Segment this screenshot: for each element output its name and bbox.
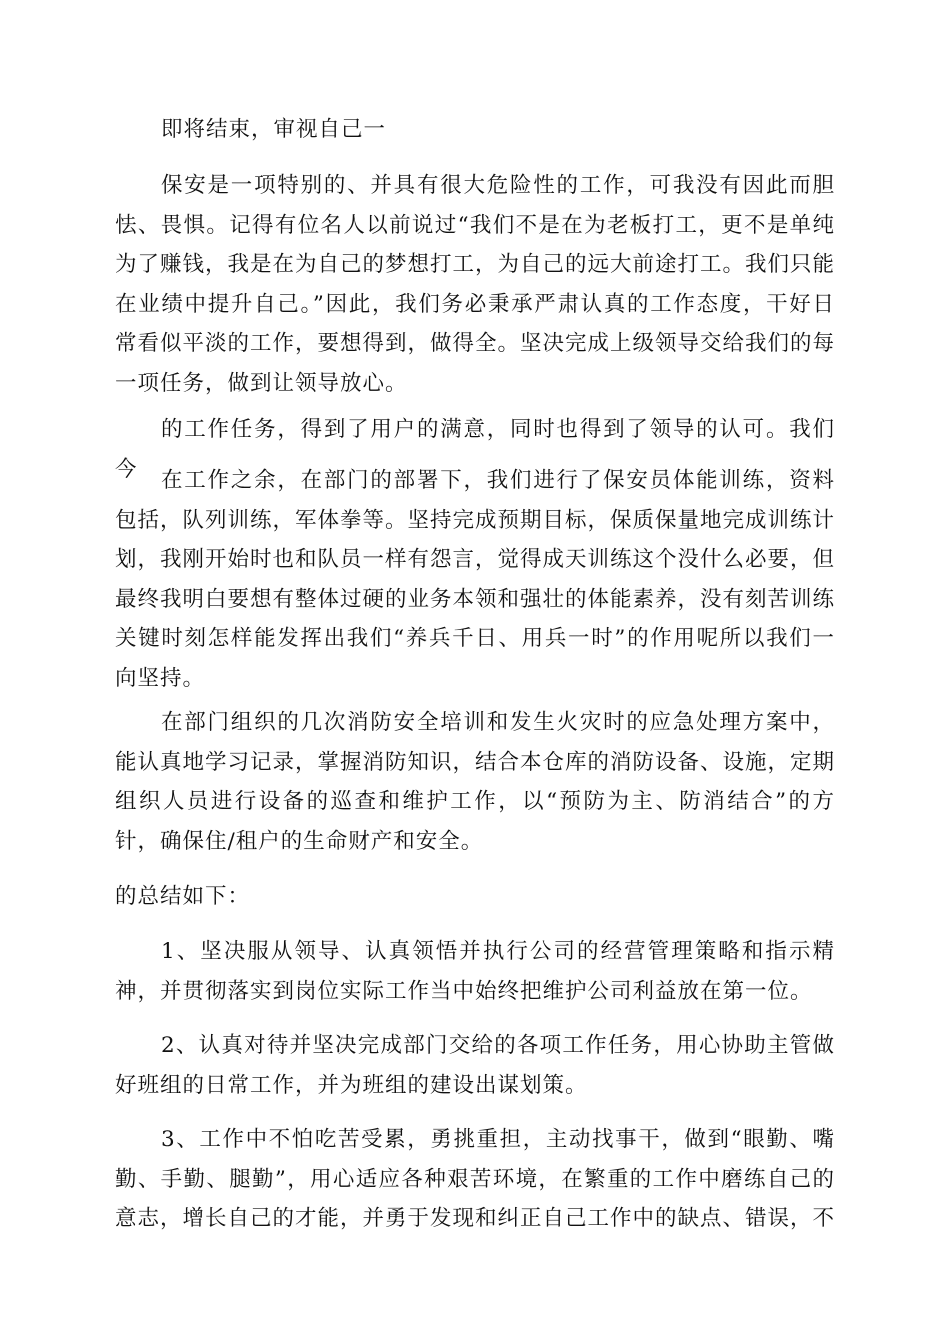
list-item-1: 1、坚决服从领导、认真领悟并执行公司的经营管理策略和指示精神，并贯彻落实到岗位实际工作当中始终把维护公司利益放在第一位。 [115,939,835,1004]
list-item-2: 2、认真对待并坚决完成部门交给的各项工作任务，用心协助主管做好班组的日常工作，并为班组的建设出谋划策。 [115,1033,835,1098]
paragraph-6: 的总结如下： [115,884,251,909]
paragraph-5: 在部门组织的几次消防安全培训和发生火灾时的应急处理方案中，能认真地学习记录，掌握消防知识，结合本仓库的消防设备、设施，定期组织人员进行设备的巡查和维护工作，以“预防为主、防消结合”的方针，确保住/租户的生命财产和安全。 [115,710,836,854]
paragraph-4: 在工作之余，在部门的部署下，我们进行了保安员体能训练，资料包括，队列训练，军体拳等。坚持完成预期目标，保质保量地完成训练计划，我刚开始时也和队员一样有怨言，觉得成天训练这个没什么必要，但最终我明白要想有整体过硬的业务本领和强壮的体能素养，没有刻苦训练关键时刻怎样能发挥出我们“养兵千日、用兵一时”的作用呢所以我们一向坚持。 [115,468,836,691]
paragraph-2: 保安是一项特别的、并具有很大危险性的工作，可我没有因此而胆怯、畏惧。记得有位名人以前说过“我们不是在为老板打工，更不是单纯为了赚钱，我是在为自己的梦想打工，为自己的远大前途打工。我们只能在业绩中提升自己。”因此，我们务必秉承严肃认真的工作态度，干好日常看似平淡的工作，要想得到，做得全。坚决完成上级领导交给我们的每一项任务，做到让领导放心。 [115,173,836,396]
paragraph-3: 的工作任务，得到了用户的满意，同时也得到了领导的认可。我们今 [115,417,835,482]
paragraph-1: 即将结束，审视自己一 [161,117,387,142]
list-item-3: 3、工作中不怕吃苦受累，勇挑重担，主动找事干，做到“眼勤、嘴勤、手勤、腿勤”，用心适应各种艰苦环境，在繁重的工作中磨练自己的意志，增长自己的才能，并勇于发现和纠正自己工作中的缺点、错误，不 [115,1127,836,1231]
